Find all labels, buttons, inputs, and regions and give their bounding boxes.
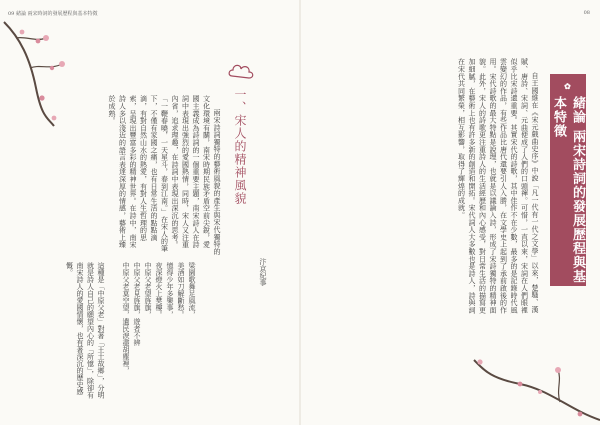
poem-line: 美酒如刀解斷愁。 [177,262,185,318]
cloud-ornament-icon [228,62,254,82]
poem-line: 中原父老莫空望，遺民淚盡胡塵裡， [122,262,130,374]
plum-branch-illustration [2,18,72,128]
plum-branch-illustration [470,330,600,425]
right-page [300,0,600,425]
left-body-text: 兩宋詩詞獨特的藝術風貌的產生與宋代獨特的文化環境有關，南宋時期民族矛盾空前尖銳，愛國主義成為詩詞的一個重要主題，南宋詩人在詩詞中表現出強烈的愛國熱情，同時，宋人又注重內省，追求理趣，在詩詞中表現出深沉的思考。「一鞭春曉，一天星斗，春到江南。」在宋人的筆下，不僅有家國之痛，也有日常生活的點點滴滴，有對自然山水的熱愛，有對人生哲理的思索，呈現出豐富多彩的精神世界。在詩中，南宋詩人多以淺近的語言表達深厚的情感，藝術上臻於成熟。 [108,95,221,255]
poem-line: 夜深燈火上樊樓。 [155,262,163,318]
poem-line: 中原父老見旌旗，遊者不辨 [133,262,141,346]
poem-line: 中原父老望旌旗， [144,262,152,318]
poem-line: 梁園歌舞足風流， [188,262,196,318]
chapter-title-banner [550,74,586,286]
left-tail-text: 這種是「中原父老」對著「王土故鄉」，分明就是詩人自己的願望內心的「所憶」，除卻有南宋詩人的愛國情懷，也有著深沉的歷史感慨。 [65,262,105,399]
poem-line: 憶得少年多樂事， [166,262,174,318]
poem-block [120,262,197,382]
section-title: 一、宋人的精神風貌 [233,88,247,205]
right-page-header: 08 [583,10,590,16]
chapter-title: 緒論 兩宋詩詞的發展歷程與基本特徵 [551,96,585,284]
left-page-header: 09 緒論 兩宋時詞的發展歷程與基本特徵 [8,11,98,17]
poem-title: 汴京紀事 [259,258,267,286]
right-body-text: 自王國維在《宋元戲曲史序》中說「凡一代有一代之文學」以來，楚騷、漢賦、唐詩、宋詞、元曲便成了人們的口頭禪。可惜，一直以來，宋詞在人們眼裡似乎比宋詩還重要。其實宋代的詩歌，其中佳作不在少數，最多的是記錄時代風雲變幻的作品，有些作品比唐代還要引人入勝，在文學史上起到了承前啟後的作用。宋代詩歌的最大特點是說理，也就是以議論入詩，形成了宋詩獨特的精神面貌。此外，宋人的詩歌更注重詩人的生活經歷和內心感受，對日常生活的描寫更加細膩，在藝術上也有許多新的創造和開拓。宋代詞人大多數也是詩人，詩與詞在宋代共同繁榮，相互影響，取得了輝煌的成就。 [457,58,539,314]
flower-ornament-icon: ✿ [563,82,573,92]
